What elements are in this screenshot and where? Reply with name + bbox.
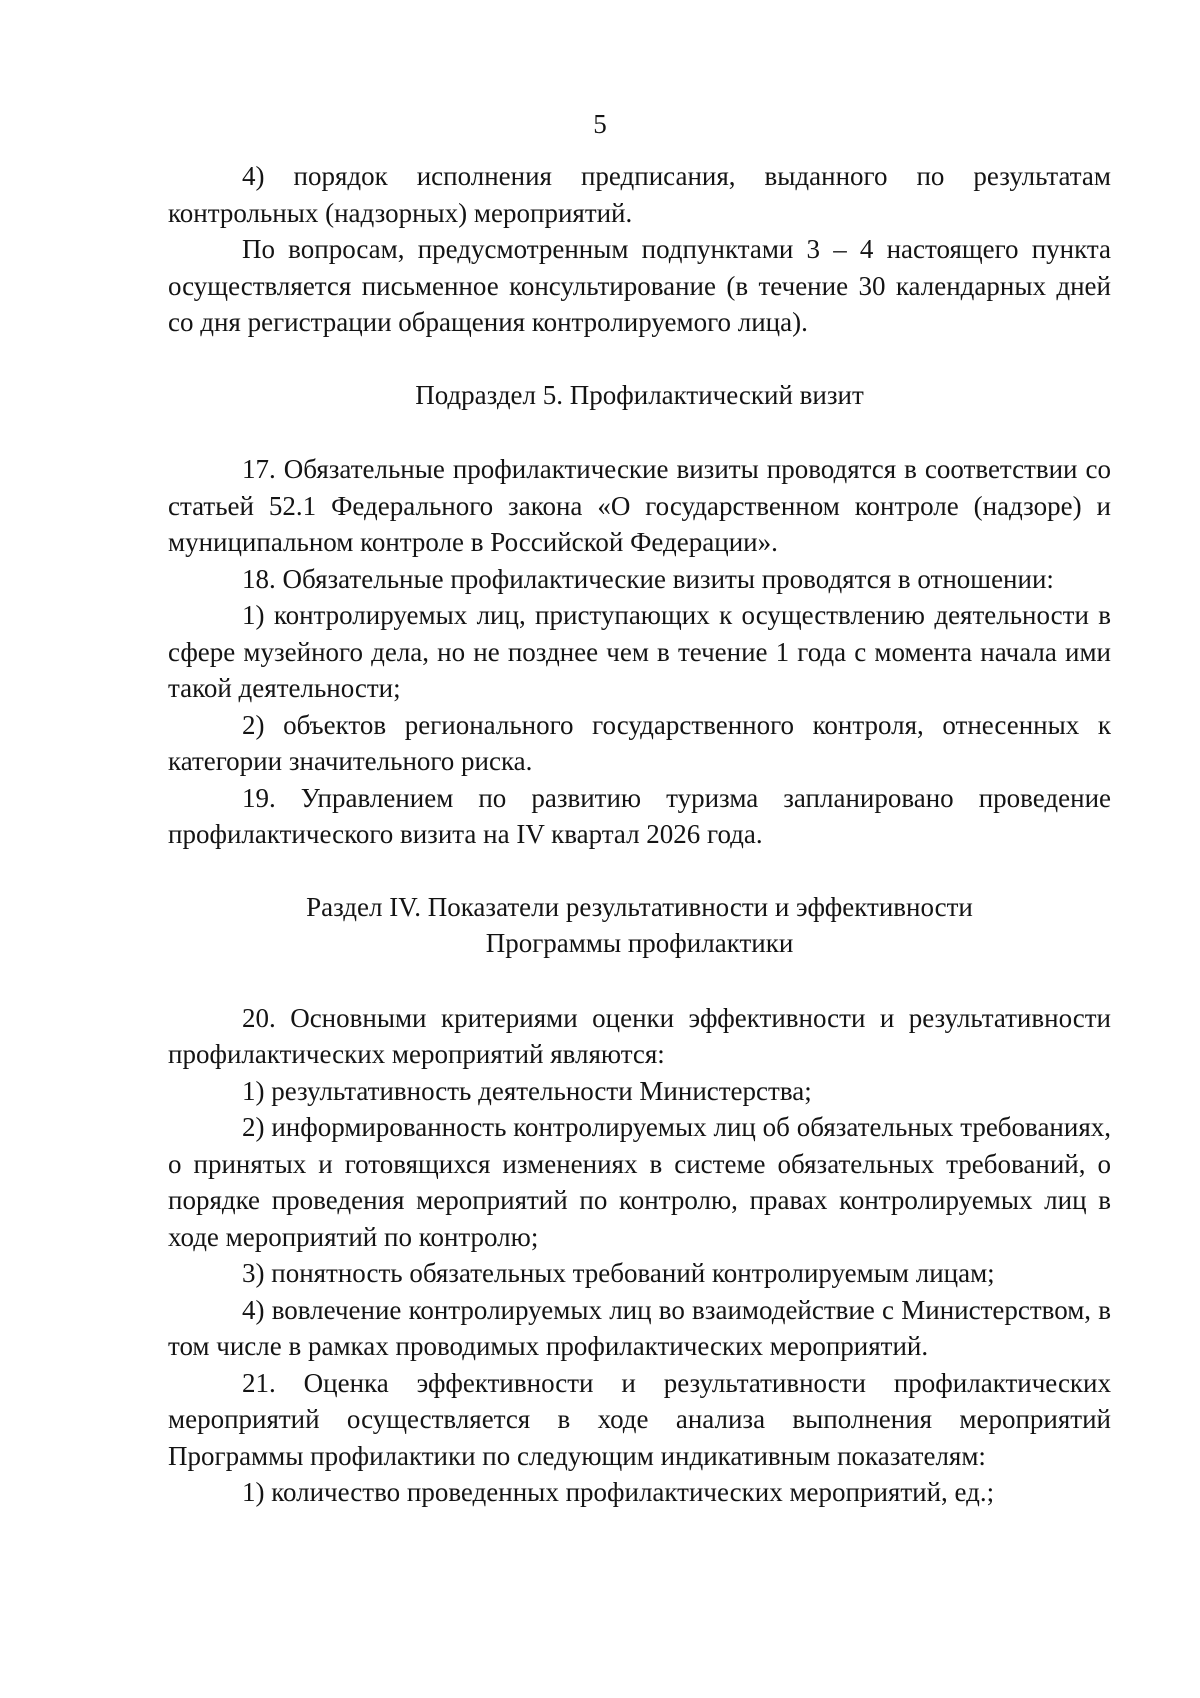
paragraph-20: 20. Основными критериями оценки эффективности и результативности профилактических мероприятий являются: — [168, 1002, 1111, 1069]
paragraph-written-consulting: По вопросам, предусмотренным подпунктами 3 – 4 настоящего пункта осуществляется письменное консультирование (в течение 30 календарных дней со дня регистрации обращения контролируемого лица). — [168, 234, 1111, 337]
subsection-heading — [168, 377, 1111, 414]
page-number: 5 — [593, 109, 607, 139]
paragraph-20-item-1: 1) результативность деятельности Министерства; — [242, 1075, 812, 1106]
paragraph-18: 18. Обязательные профилактические визиты проводятся в отношении: — [242, 563, 1054, 594]
paragraph-18-item-1: 1) контролируемых лиц, приступающих к осуществлению деятельности в сфере музейного дела, но не позднее чем в течение 1 года с момента начала ими такой деятельности; — [168, 600, 1111, 703]
section-heading-line-2: Программы профилактики — [485, 928, 794, 958]
paragraph-17: 17. Обязательные профилактические визиты проводятся в соответствии со статьей 52.1 Федерального закона «О государственном контроле (надзоре) и муниципальном контроле в Российской Федерации». — [168, 454, 1111, 557]
paragraph-20-item-4: 4) вовлечение контролируемых лиц во взаимодействие с Министерством, в том числе в рамках проводимых профилактических мероприятий. — [168, 1294, 1111, 1361]
paragraph-18-item-2: 2) объектов регионального государственного контроля, отнесенных к категории значительного риска. — [168, 709, 1111, 776]
section-heading-line-1: Раздел IV. Показатели результативности и эффективности — [306, 891, 973, 922]
paragraph-19: 19. Управлением по развитию туризма запланировано проведение профилактического визита на IV квартал 2026 года. — [168, 782, 1111, 849]
subsection-heading-line: Подраздел 5. Профилактический визит — [415, 379, 864, 410]
paragraph-20-item-3: 3) понятность обязательных требований контролируемым лицам; — [242, 1258, 995, 1288]
section-heading — [168, 889, 1111, 962]
paragraph-item-4-order: 4) порядок исполнения предписания, выданного по результатам контрольных (надзорных) мероприятий. — [168, 161, 1111, 228]
paragraph-21: 21. Оценка эффективности и результативности профилактических мероприятий осуществляется в ходе анализа выполнения мероприятий Программы профилактики по следующим индикативным показателям: — [168, 1367, 1111, 1471]
paragraph-21-item-1: 1) количество проведенных профилактических мероприятий, ед.; — [242, 1477, 995, 1507]
document-body — [168, 158, 1111, 1511]
paragraph-20-item-2: 2) информированность контролируемых лиц об обязательных требованиях, о принятых и готовящихся изменениях в системе обязательных требований, о порядке проведения мероприятий по контролю, правах контролируемых лиц в ходе мероприятий по контролю; — [168, 1112, 1111, 1252]
